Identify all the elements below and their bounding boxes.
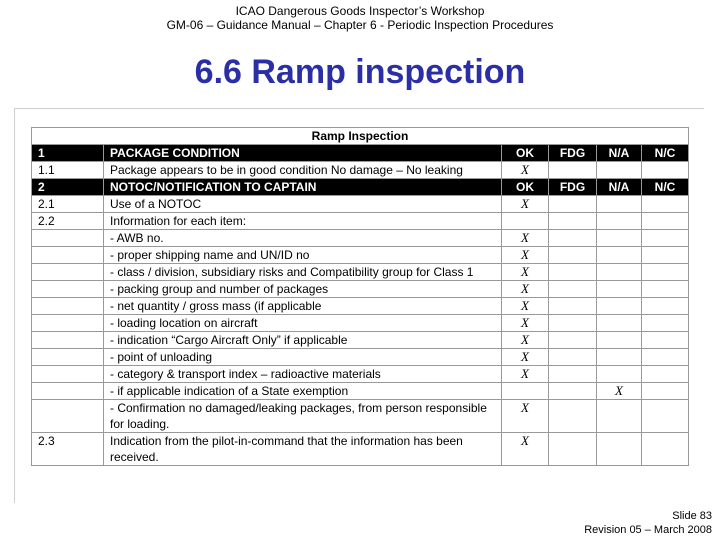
col-na: N/A <box>597 179 642 196</box>
ramp-inspection-table <box>31 127 689 466</box>
table-row <box>32 433 689 466</box>
table-row <box>32 230 689 247</box>
fdg-cell <box>549 298 597 315</box>
item-number: 2.1 <box>32 196 104 213</box>
na-cell <box>597 264 642 281</box>
ok-mark: X <box>502 196 549 213</box>
section-number: 2 <box>32 179 104 196</box>
item-text: Indication from the pilot-in-command that the information has been received. <box>104 433 502 466</box>
nc-cell <box>642 247 689 264</box>
item-number: 1.1 <box>32 162 104 179</box>
table-caption: Ramp Inspection <box>32 128 689 145</box>
ok-mark: X <box>502 332 549 349</box>
item-number <box>32 247 104 264</box>
nc-cell <box>642 162 689 179</box>
na-cell <box>597 213 642 230</box>
nc-cell <box>642 230 689 247</box>
slide-title: 6.6 Ramp inspection <box>194 53 526 91</box>
na-cell <box>597 315 642 332</box>
item-number <box>32 298 104 315</box>
fdg-cell <box>549 162 597 179</box>
item-number <box>32 332 104 349</box>
section-header-row <box>32 179 689 196</box>
nc-cell <box>642 366 689 383</box>
na-cell <box>597 230 642 247</box>
ok-mark: X <box>502 247 549 264</box>
section-label: PACKAGE CONDITION <box>104 145 502 162</box>
header-line-1: ICAO Dangerous Goods Inspector’s Workshop <box>235 4 485 18</box>
ramp-inspection-sheet <box>31 127 688 482</box>
fdg-cell <box>549 196 597 213</box>
fdg-cell <box>549 400 597 433</box>
fdg-cell <box>549 264 597 281</box>
fdg-cell <box>549 366 597 383</box>
item-text: Package appears to be in good condition No damage – No leaking <box>104 162 502 179</box>
ok-cell <box>502 213 549 230</box>
col-fdg: FDG <box>549 145 597 162</box>
table-row <box>32 281 689 298</box>
item-text: - point of unloading <box>104 349 502 366</box>
item-text: - net quantity / gross mass (if applicable <box>104 298 502 315</box>
item-text: - class / division, subsidiary risks and Compatibility group for Class 1 <box>104 264 502 281</box>
ok-mark: X <box>502 298 549 315</box>
section-header-row <box>32 145 689 162</box>
table-row <box>32 298 689 315</box>
na-cell <box>597 349 642 366</box>
item-text: - AWB no. <box>104 230 502 247</box>
table-row <box>32 247 689 264</box>
ok-mark: X <box>502 281 549 298</box>
fdg-cell <box>549 349 597 366</box>
na-cell <box>597 247 642 264</box>
item-number: 2.3 <box>32 433 104 466</box>
table-row <box>32 400 689 433</box>
na-cell <box>597 196 642 213</box>
ok-mark: X <box>502 230 549 247</box>
item-number <box>32 366 104 383</box>
table-row <box>32 196 689 213</box>
item-text: - proper shipping name and UN/ID no <box>104 247 502 264</box>
item-number <box>32 281 104 298</box>
nc-cell <box>642 315 689 332</box>
table-row <box>32 315 689 332</box>
header-line-2: GM-06 – Guidance Manual – Chapter 6 - Periodic Inspection Procedures <box>166 18 554 32</box>
col-na: N/A <box>597 145 642 162</box>
na-cell <box>597 281 642 298</box>
revision-info: Revision 05 – March 2008 <box>584 524 712 536</box>
col-fdg: FDG <box>549 179 597 196</box>
col-ok: OK <box>502 179 549 196</box>
na-cell <box>597 162 642 179</box>
na-cell <box>597 400 642 433</box>
fdg-cell <box>549 315 597 332</box>
section-label: NOTOC/NOTIFICATION TO CAPTAIN <box>104 179 502 196</box>
item-number: 2.2 <box>32 213 104 230</box>
fdg-cell <box>549 332 597 349</box>
ok-mark: X <box>502 162 549 179</box>
na-cell <box>597 366 642 383</box>
nc-cell <box>642 433 689 466</box>
fdg-cell <box>549 230 597 247</box>
table-row <box>32 332 689 349</box>
na-mark: X <box>597 383 642 400</box>
na-cell <box>597 433 642 466</box>
nc-cell <box>642 213 689 230</box>
ok-mark: X <box>502 264 549 281</box>
item-number <box>32 383 104 400</box>
item-text: - if applicable indication of a State exemption <box>104 383 502 400</box>
table-row <box>32 213 689 230</box>
fdg-cell <box>549 213 597 230</box>
col-nc: N/C <box>642 179 689 196</box>
table-row <box>32 366 689 383</box>
item-number <box>32 400 104 433</box>
section-number: 1 <box>32 145 104 162</box>
item-text: - indication “Cargo Aircraft Only” if applicable <box>104 332 502 349</box>
table-row <box>32 264 689 281</box>
nc-cell <box>642 349 689 366</box>
ok-mark: X <box>502 315 549 332</box>
item-text: - category & transport index – radioactive materials <box>104 366 502 383</box>
table-row <box>32 162 689 179</box>
item-number <box>32 349 104 366</box>
fdg-cell <box>549 281 597 298</box>
na-cell <box>597 332 642 349</box>
col-ok: OK <box>502 145 549 162</box>
item-text: Information for each item: <box>104 213 502 230</box>
nc-cell <box>642 298 689 315</box>
ok-mark: X <box>502 433 549 466</box>
header <box>0 4 720 32</box>
fdg-cell <box>549 433 597 466</box>
table-row <box>32 349 689 366</box>
frame-rule-top <box>14 108 704 109</box>
ok-mark: X <box>502 349 549 366</box>
nc-cell <box>642 383 689 400</box>
item-text: - Confirmation no damaged/leaking packages, from person responsible for loading. <box>104 400 502 433</box>
fdg-cell <box>549 247 597 264</box>
nc-cell <box>642 264 689 281</box>
nc-cell <box>642 196 689 213</box>
item-number <box>32 264 104 281</box>
col-nc: N/C <box>642 145 689 162</box>
item-number <box>32 315 104 332</box>
ok-mark: X <box>502 400 549 433</box>
fdg-cell <box>549 383 597 400</box>
item-text: - loading location on aircraft <box>104 315 502 332</box>
slide-number: Slide 83 <box>672 510 712 522</box>
item-text: - packing group and number of packages <box>104 281 502 298</box>
frame-rule-left <box>14 108 15 503</box>
ok-mark: X <box>502 366 549 383</box>
nc-cell <box>642 332 689 349</box>
na-cell <box>597 298 642 315</box>
table-row <box>32 383 689 400</box>
item-text: Use of a NOTOC <box>104 196 502 213</box>
item-number <box>32 230 104 247</box>
ok-cell <box>502 383 549 400</box>
nc-cell <box>642 281 689 298</box>
footer <box>584 509 712 537</box>
nc-cell <box>642 400 689 433</box>
